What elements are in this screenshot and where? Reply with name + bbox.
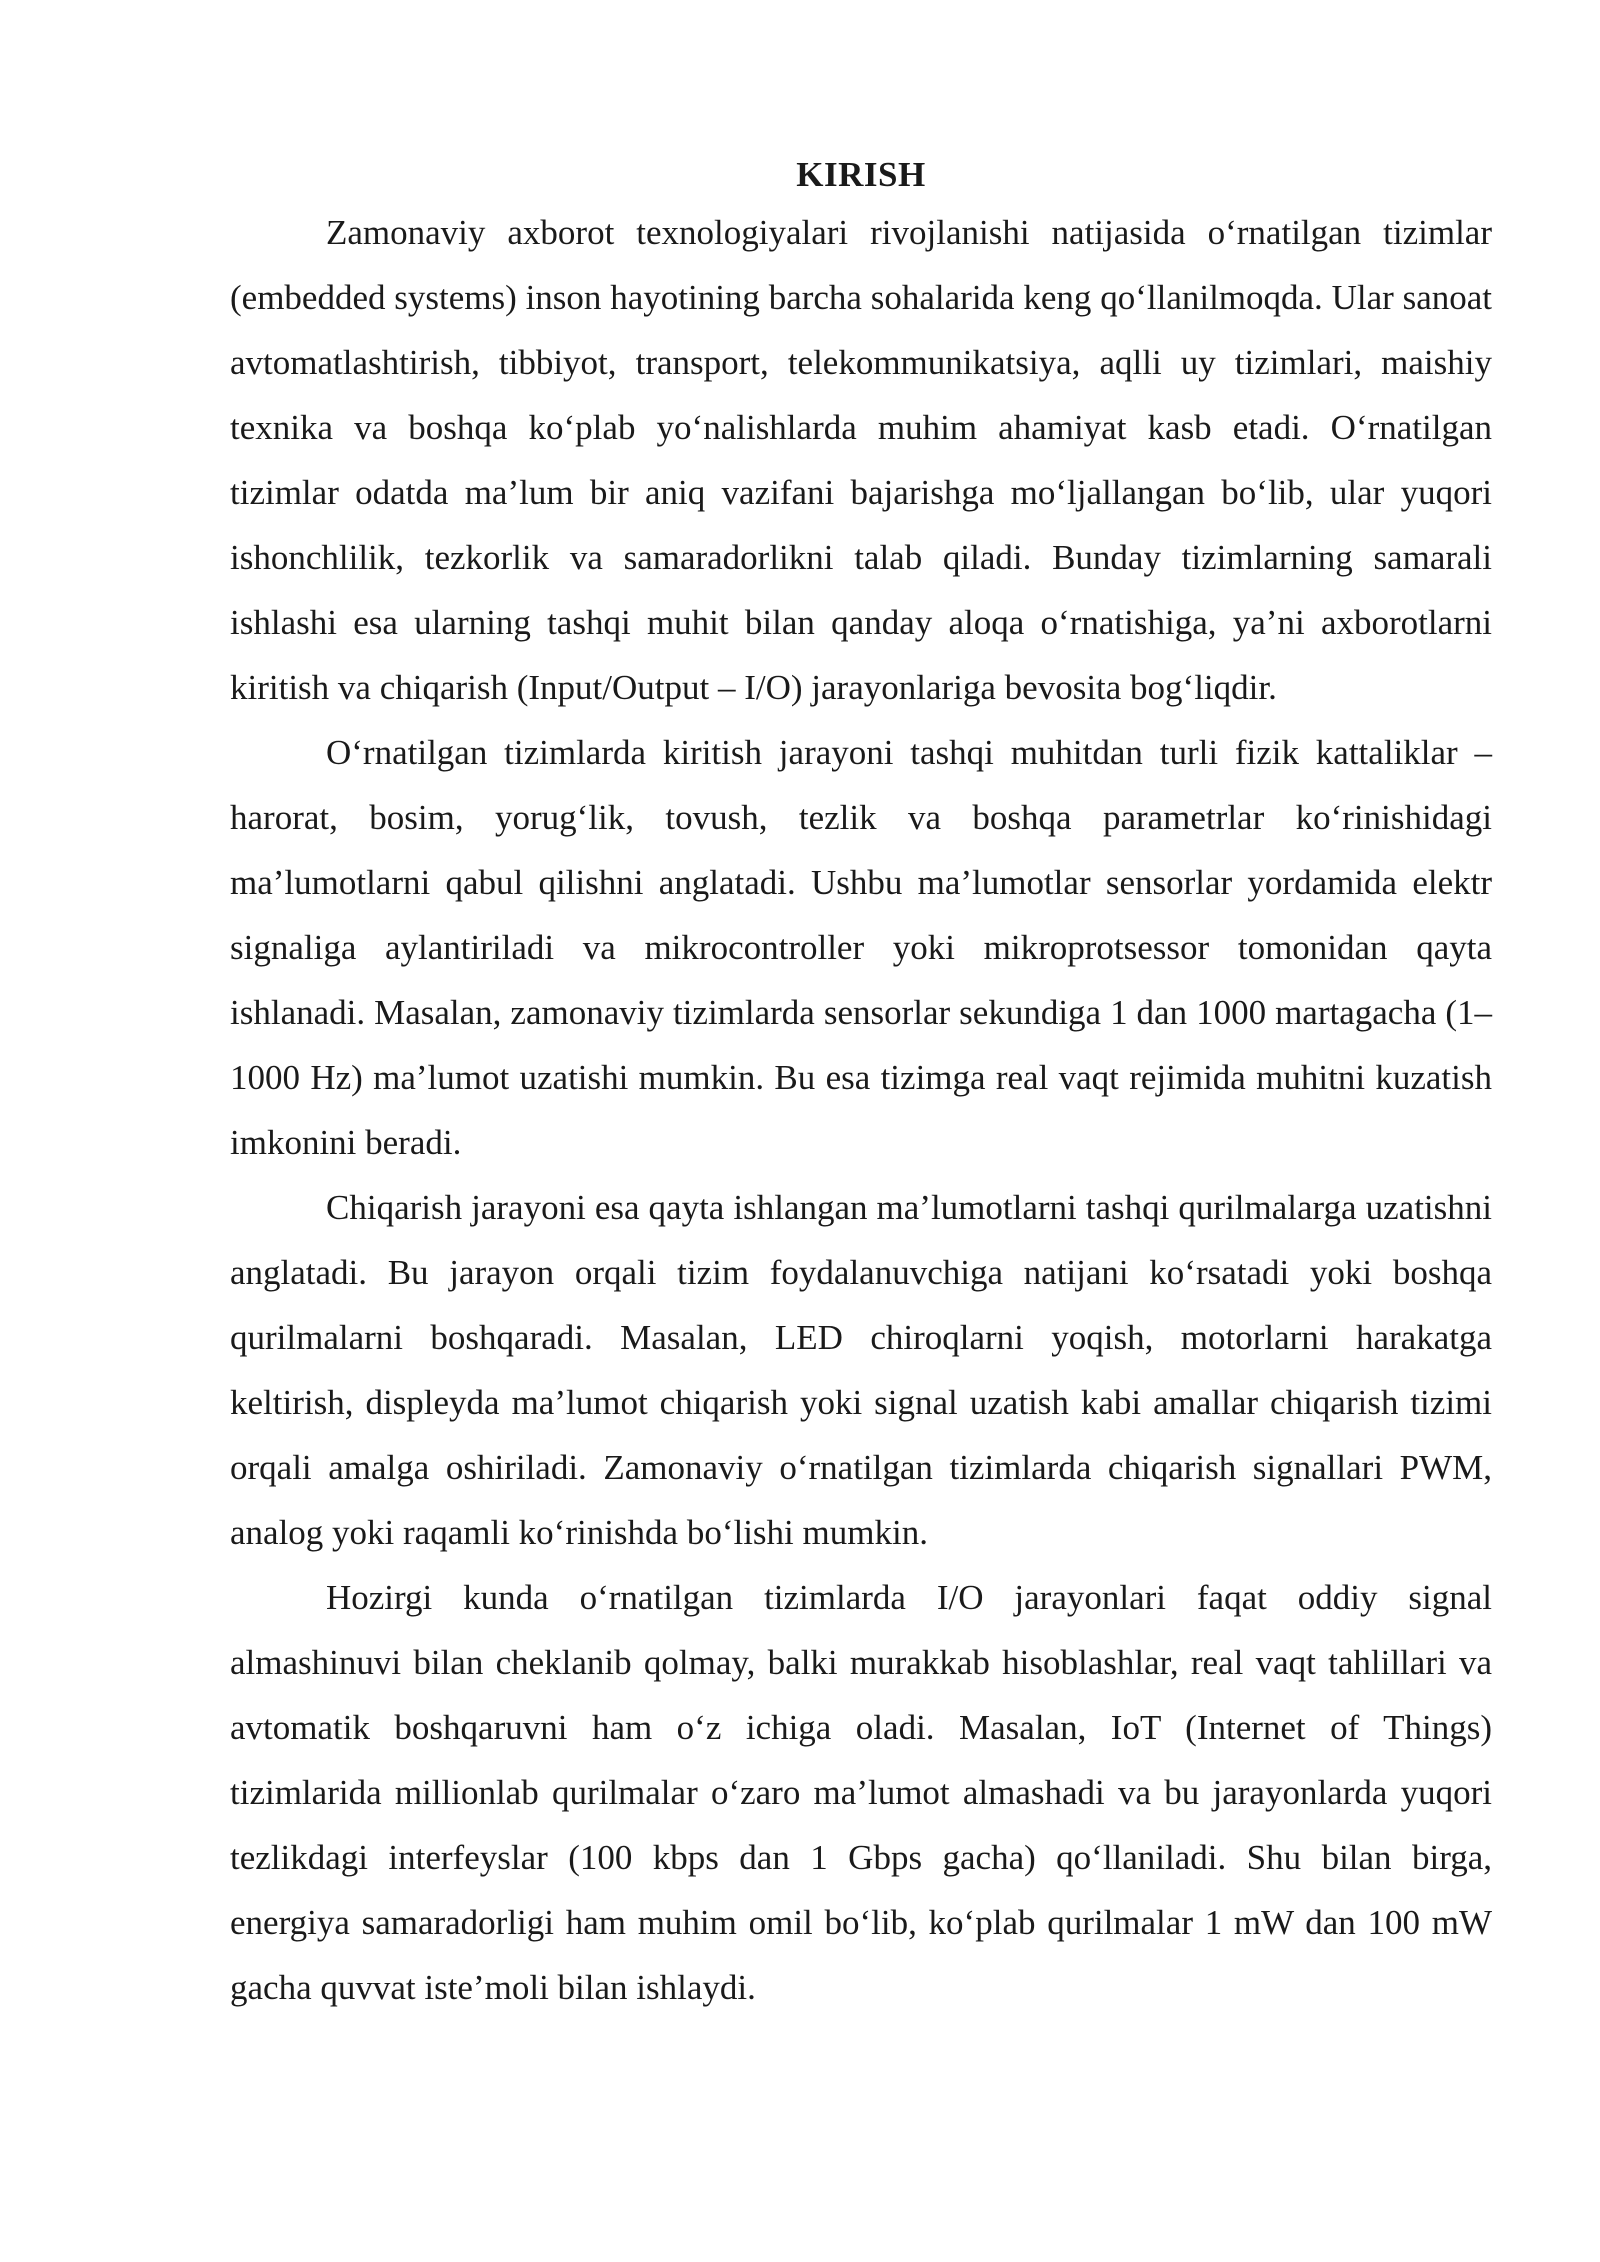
paragraph-io-today: Hozirgi kunda o‘rnatilgan tizimlarda I/O jarayonlari faqat oddiy signal almashinuvi bilan cheklanib qolmay, balki murakkab hisoblashlar, real vaqt tahlillari va avtomatik boshqaruvni ham o‘z ichiga oladi. Masalan, IoT (Internet of Things) tizimlarida millionlab qurilmalar o‘zaro ma’lumot almashadi va bu jarayonlarda yuqori tezlikdagi interfeyslar (100 kbps dan 1 Gbps gacha) qo‘llaniladi. Shu bilan birga, energiya samaradorligi ham muhim omil bo‘lib, ko‘plab qurilmalar 1 mW dan 100 mW gacha quvvat iste’moli bilan ishlaydi. [230, 1578, 1492, 2007]
paragraph-intro: Zamonaviy axborot texnologiyalari rivojlanishi natijasida o‘rnatilgan tizimlar (embedded systems) inson hayotining barcha sohalarida keng qo‘llanilmoqda. Ular sanoat avtomatlashtirish, tibbiyot, transport, telekommunikatsiya, aqlli uy tizimlari, maishiy texnika va boshqa ko‘plab yo‘nalishlarda muhim ahamiyat kasb etadi. O‘rnatilgan tizimlar odatda ma’lum bir aniq vazifani bajarishga mo‘ljallangan bo‘lib, ular yuqori ishonchlilik, tezkorlik va samaradorlikni talab qiladi. Bunday tizimlarning samarali ishlashi esa ularning tashqi muhit bilan qanday aloqa o‘rnatishiga, ya’ni axborotlarni kiritish va chiqarish (Input/Output – I/O) jarayonlariga bevosita bog‘liqdir. [230, 213, 1492, 707]
paragraph-input: O‘rnatilgan tizimlarda kiritish jarayoni tashqi muhitdan turli fizik kattaliklar – harorat, bosim, yorug‘lik, tovush, tezlik va boshqa parametrlar ko‘rinishidagi ma’lumotlarni qabul qilishni anglatadi. Ushbu ma’lumotlar sensorlar yordamida elektr signaliga aylantiriladi va mikrocontroller yoki mikroprotsessor tomonidan qayta ishlanadi. Masalan, zamonaviy tizimlarda sensorlar sekundiga 1 dan 1000 martagacha (1–1000 Hz) ma’lumot uzatishi mumkin. Bu esa tizimga real vaqt rejimida muhitni kuzatish imkonini beradi. [230, 733, 1492, 1162]
paragraph-output: Chiqarish jarayoni esa qayta ishlangan ma’lumotlarni tashqi qurilmalarga uzatishni anglatadi. Bu jarayon orqali tizim foydalanuvchiga natijani ko‘rsatadi yoki boshqa qurilmalarni boshqaradi. Masalan, LED chiroqlarni yoqish, motorlarni harakatga keltirish, displeyda ma’lumot chiqarish yoki signal uzatish kabi amallar chiqarish tizimi orqali amalga oshiriladi. Zamonaviy o‘rnatilgan tizimlarda chiqarish signallari PWM, analog yoki raqamli ko‘rinishda bo‘lishi mumkin. [230, 1188, 1492, 1552]
section-title: KIRISH [796, 155, 926, 194]
page-content [230, 150, 1492, 2020]
